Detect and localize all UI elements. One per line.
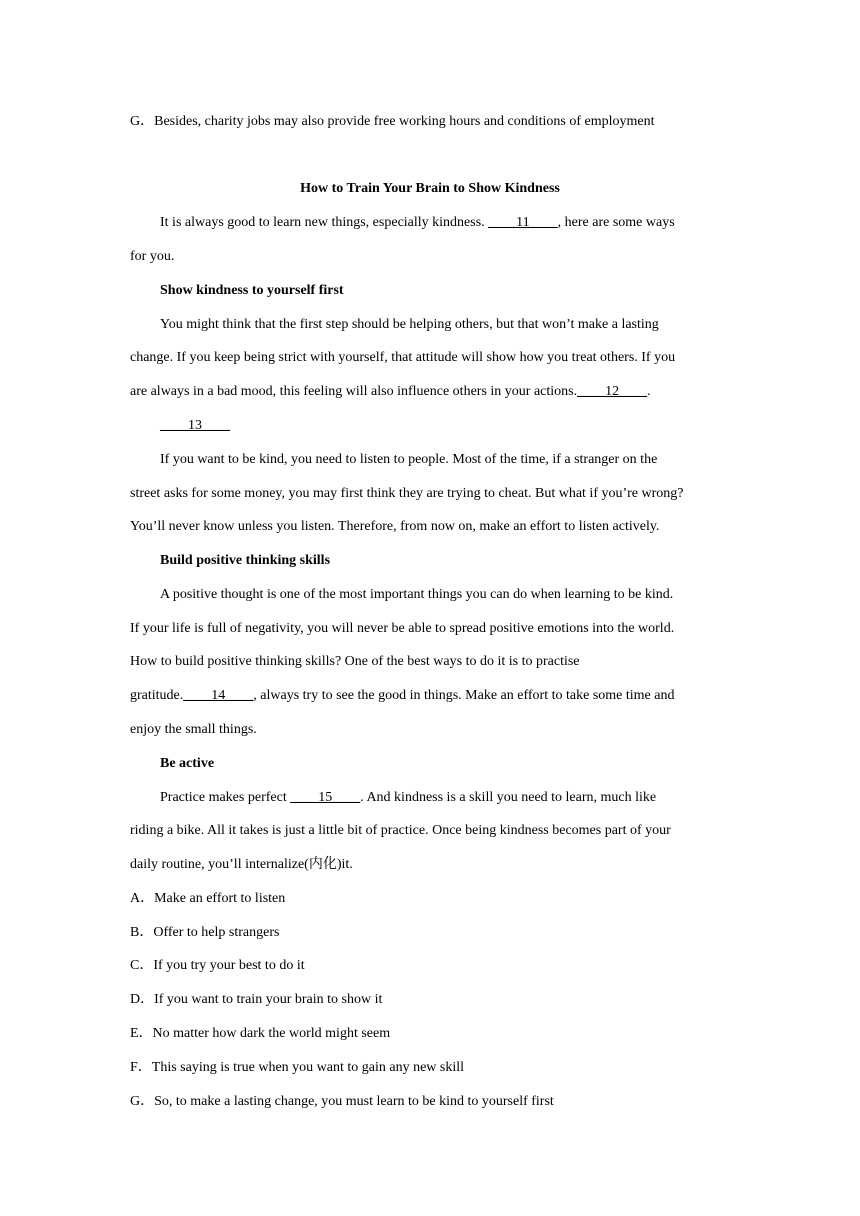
paragraph-5-line-1	[160, 788, 656, 808]
heading-positive-thinking: Build positive thinking skills	[160, 553, 331, 568]
previous-option-g: G．Besides, charity jobs may also provide free working hours and conditions of employment	[130, 114, 655, 129]
text: .	[647, 384, 651, 399]
heading-blank-13	[160, 416, 230, 436]
paragraph-4-line-1: A positive thought is one of the most important things you can do when learning to be kind.	[160, 587, 674, 602]
text: . And kindness is a skill you need to learn, much like	[360, 790, 657, 805]
blank-13: ____13____	[160, 418, 230, 433]
paragraph-4-line-5: enjoy the small things.	[130, 722, 257, 737]
blank-15: ____15____	[290, 790, 361, 805]
blank-11: ____11____	[488, 215, 558, 230]
paragraph-4-line-3: How to build positive thinking skills? One of the best ways to do it is to practise	[130, 654, 580, 669]
paragraph-4-line-4	[130, 686, 674, 706]
paragraph-1-line-2: for you.	[130, 249, 175, 264]
paragraph-2-line-2: change. If you keep being strict with yourself, that attitude will show how you treat others. If you	[130, 350, 676, 365]
text: It is always good to learn new things, especially kindness.	[160, 215, 489, 230]
paragraph-3-line-3: You’ll never know unless you listen. Therefore, from now on, make an effort to listen actively.	[130, 519, 660, 534]
option-b: B．Offer to help strangers	[130, 925, 280, 940]
paragraph-2-line-3	[130, 382, 651, 402]
paragraph-4-line-2: If your life is full of negativity, you will never be able to spread positive emotions into the world.	[130, 621, 675, 636]
option-c: C．If you try your best to do it	[130, 958, 305, 973]
passage-title: How to Train Your Brain to Show Kindness	[300, 181, 560, 196]
paragraph-3-line-2: street asks for some money, you may first think they are trying to cheat. But what if you’re wrong?	[130, 486, 684, 501]
paragraph-5-line-3: daily routine, you’ll internalize(内化)it.	[130, 857, 353, 872]
paragraph-3-line-1: If you want to be kind, you need to listen to people. Most of the time, if a stranger on the	[160, 452, 658, 467]
paragraph-2-line-1: You might think that the first step should be helping others, but that won’t make a lasting	[160, 317, 659, 332]
option-a: A．Make an effort to listen	[130, 891, 286, 906]
option-g: G．So, to make a lasting change, you must learn to be kind to yourself first	[130, 1094, 554, 1109]
blank-12: ____12____	[577, 384, 648, 399]
text: are always in a bad mood, this feeling will also influence others in your actions.	[130, 384, 578, 399]
heading-be-active: Be active	[160, 756, 215, 771]
text: , always try to see the good in things. Make an effort to take some time and	[253, 688, 675, 703]
paragraph-5-line-2: riding a bike. All it takes is just a little bit of practice. Once being kindness becomes part of your	[130, 823, 671, 838]
option-f: F．This saying is true when you want to gain any new skill	[130, 1060, 465, 1075]
paragraph-1-line-1	[160, 213, 675, 233]
text: , here are some ways	[557, 215, 675, 230]
text: Practice makes perfect	[160, 790, 291, 805]
option-d: D．If you want to train your brain to show it	[130, 992, 383, 1007]
text: gratitude.	[130, 688, 184, 703]
option-e: E．No matter how dark the world might seem	[130, 1026, 391, 1041]
heading-show-kindness: Show kindness to yourself first	[160, 283, 344, 298]
blank-14: ____14____	[183, 688, 254, 703]
